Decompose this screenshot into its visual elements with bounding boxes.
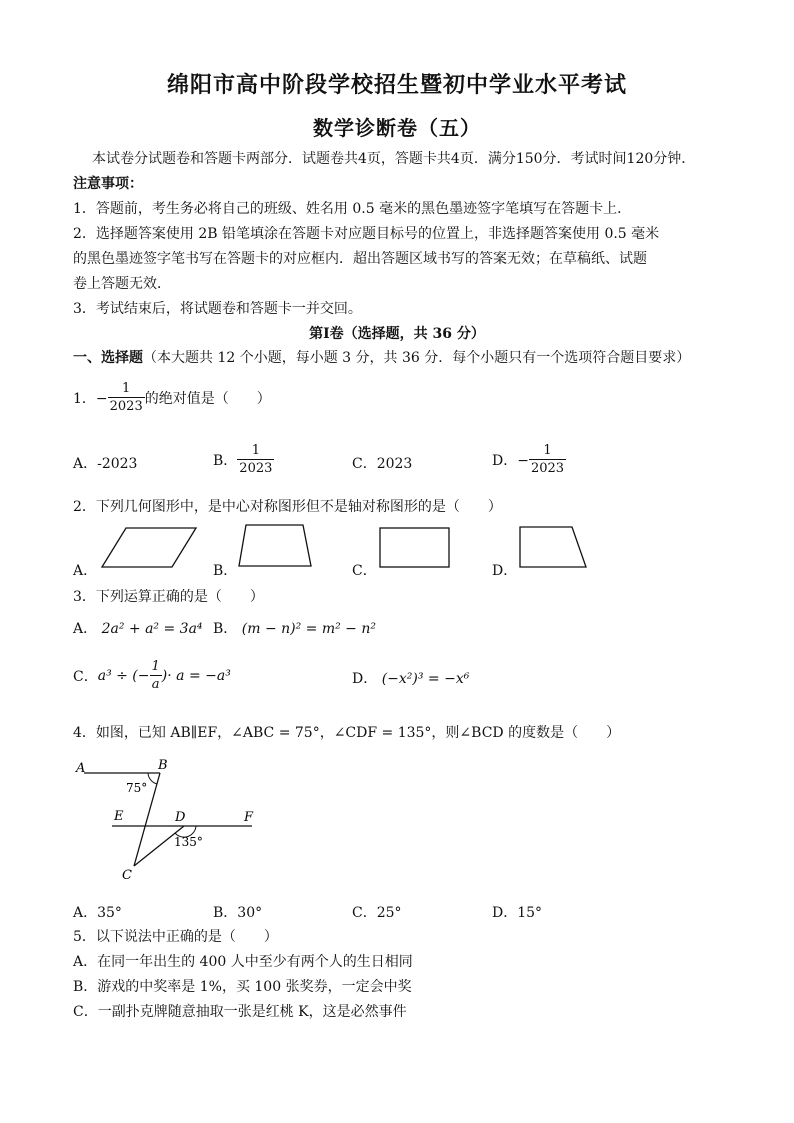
q1-option-a: A．-2023 <box>73 456 138 472</box>
q3-option-a-label: A． <box>73 621 98 637</box>
q1-option-d-numerator: 1 <box>543 443 552 458</box>
angle-abc-arc <box>148 773 157 784</box>
q1-fraction <box>108 380 145 415</box>
q3-option-c-expression-post: )· a = −a³ <box>161 667 231 684</box>
q1-option-c: C．2023 <box>352 456 413 472</box>
angle-75-label: 75° <box>126 781 148 795</box>
notice-heading: 注意事项： <box>73 176 143 192</box>
notice-item-1: 1．答题前，考生务必将自己的班级、姓名用 0.5 毫米的黑色墨迹签字笔填写在答题卡上． <box>73 201 632 217</box>
q2-option-d: D． <box>492 563 518 579</box>
q1-option-d-label: D．− <box>492 452 529 469</box>
q1-suffix: 的绝对值是（ ） <box>144 390 271 407</box>
q1-option-b-denominator: 2023 <box>239 461 273 476</box>
question-3-stem: 3．下列运算正确的是（ ） <box>73 589 264 605</box>
angle-135-label: 135° <box>174 835 203 849</box>
q2-trapezoid-shape <box>236 522 316 570</box>
label-d: D <box>175 810 186 825</box>
question-5-stem: 5．以下说法中正确的是（ ） <box>73 929 278 945</box>
label-a: A <box>76 761 86 776</box>
q2-option-b: B． <box>213 563 238 579</box>
q3-option-b <box>213 618 376 638</box>
q2-parallelogram-shape <box>100 524 200 572</box>
q1-option-d <box>492 442 566 477</box>
q4-option-c: C．25° <box>352 905 402 921</box>
q5-option-c: C．一副扑克牌随意抽取一张是红桃 K，这是必然事件 <box>73 1004 407 1020</box>
q1-option-b-fraction <box>237 442 274 477</box>
q3-option-a <box>73 618 203 638</box>
q1-frac-denominator: 2023 <box>109 399 143 414</box>
q3-option-c-label: C． <box>73 668 98 685</box>
label-f: F <box>244 810 254 825</box>
section-title: 第Ⅰ卷（选择题，共 36 分） <box>309 326 485 342</box>
q1-frac-numerator: 1 <box>122 381 131 396</box>
intro-text: 本试卷分试题卷和答题卡两部分．试题卷共4页，答题卡共4页．满分150分．考试时间120分钟． <box>92 151 696 167</box>
q1-prefix: 1．− <box>73 390 108 407</box>
q2-option-a: A． <box>73 563 98 579</box>
notice-item-2-line-1: 2．选择题答案使用 2B 铅笔填涂在答题卡对应题目标号的位置上，非选择题答案使用 0.5 毫米 <box>73 226 660 242</box>
q3-option-c <box>73 658 231 693</box>
notice-item-2-line-2: 的黑色墨迹签字笔书写在答题卡的对应框内．超出答题区域书写的答案无效；在草稿纸、试题 <box>73 251 647 267</box>
notice-item-3: 3．考试结束后，将试题卷和答题卡一并交回。 <box>73 301 362 317</box>
q3-option-d-expression: (−x²)³ = −x⁶ <box>381 671 470 687</box>
part-label: 一、选择题 <box>73 350 143 366</box>
q1-option-d-denominator: 2023 <box>530 461 565 476</box>
exam-title: 绵阳市高中阶段学校招生暨初中学业水平考试 <box>166 72 627 98</box>
question-2-stem: 2．下列几何图形中，是中心对称图形但不是轴对称图形的是（ ） <box>73 499 502 515</box>
part-description: （本大题共 12 个小题，每小题 3 分，共 36 分．每个小题只有一个选项符合题目要求） <box>143 350 691 366</box>
notice-item-2-line-3: 卷上答题无效． <box>73 276 171 292</box>
q4-option-b: B．30° <box>213 905 263 921</box>
label-c: C <box>122 868 132 883</box>
q2-option-c: C． <box>352 563 377 579</box>
exam-subtitle: 数学诊断卷（五） <box>313 116 481 140</box>
q3-option-a-expression: 2a² + a² = 3a⁴ <box>101 621 203 637</box>
question-4-stem: 4．如图，已知 AB∥EF，∠ABC = 75°，∠CDF = 135°，则∠BCD 的度数是（ ） <box>73 725 621 741</box>
q3-option-c-fraction <box>150 658 162 693</box>
question-1 <box>73 380 271 415</box>
q2-rectangle-shape <box>377 525 453 571</box>
q3-option-d-label: D． <box>352 671 378 687</box>
q4-option-d: D．15° <box>492 905 543 921</box>
q5-option-b: B．游戏的中奖率是 1%，买 100 张奖券，一定会中奖 <box>73 979 412 995</box>
q3-option-c-denominator: a <box>151 677 160 692</box>
q3-option-d <box>352 668 469 688</box>
q5-option-a: A．在同一年出生的 400 人中至少有两个人的生日相同 <box>73 954 413 970</box>
q3-option-b-expression: (m − n)² = m² − n² <box>241 621 376 637</box>
label-e: E <box>114 809 124 824</box>
q1-option-b <box>213 442 274 477</box>
q3-option-c-expression-pre: a³ ÷ (− <box>97 667 150 684</box>
q1-option-b-label: B． <box>213 452 238 469</box>
label-b: B <box>158 758 168 773</box>
q3-option-c-numerator: 1 <box>151 659 160 674</box>
q3-option-b-label: B． <box>213 621 238 637</box>
part-heading <box>73 347 690 367</box>
q1-option-d-fraction <box>529 442 566 477</box>
q4-geometry-figure <box>72 752 272 888</box>
q1-option-b-numerator: 1 <box>251 443 260 458</box>
q2-right-trapezoid-shape <box>516 523 590 571</box>
q4-option-a: A．35° <box>73 905 122 921</box>
